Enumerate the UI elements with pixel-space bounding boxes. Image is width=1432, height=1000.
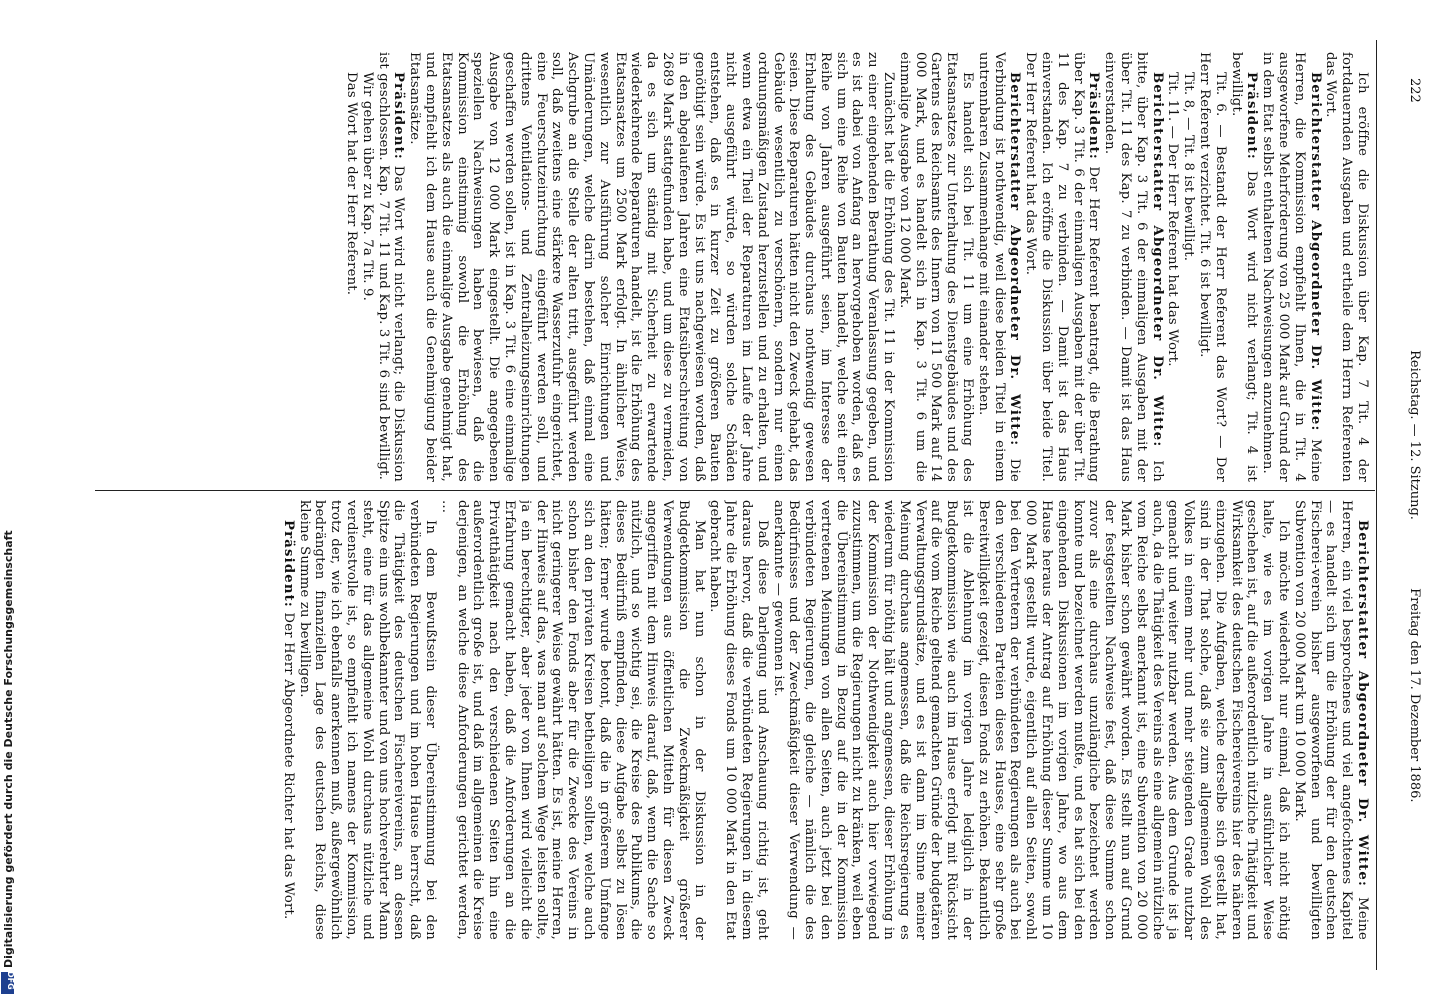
paragraph: Berichterstatter Abgeordneter Dr. Witte: Die Verbindung ist nothwendig, weil diese beiden Titel in einem untrennbaren Zusammenhange mit einander stehen.	[975, 52, 1023, 482]
paragraph: Berichterstatter Abgeordneter Dr. Witte: Ich bitte, über Kap. 3 Tit. 6 der einmaligen Ausgaben mit der über Tit. 11 des Kap. 7 zu verbinden. — Damit ist das Haus einverstanden.	[1102, 52, 1165, 482]
paragraph: Wir gehen über zu Kap. 7a Tit. 9.	[359, 72, 375, 301]
paragraph: Das Wort hat der Herr Referent.	[344, 72, 359, 296]
paragraph: Daß diese Darlegung und Anschauung richtig ist, geht daraus hervor, daß die verbündeten Regierungen in diesem Jahre die Erhöhung dieses Fonds um 10 000 Mark in den Etat gebracht haben.	[707, 500, 770, 940]
dfg-logo	[1, 972, 14, 994]
paragraph: Ich möchte wiederholt nur einmal, daß ich nicht nöthig halte, wie es im vorigen Jahre in ausführlicher Weise geschehen ist, auf die außerordentlich nützliche Thätigkeit und Wirksamkeit des deutschen Fischereivereins hier des näheren einzugehen. Die Aufgaben, welche derselbe sich gestellt hat, sind in der That solche, daß sie zum allgemeinen Wohl des Volkes in einem mehr und mehr steigenden Grade nutzbar gemacht und weiter nutzbar werden. Aus dem Grunde ist ja auch, da die Thätigkeit des Vereins als eine allgemein nützliche vom Reiche selbst anerkannt ist, eine Subvention von 20 000 Mark bisher schon gewährt worden. Es stellt nun auf Grund der festgestellten Nachweise fest, daß diese Summe schon zuvor als eine durchaus unzulängliche bezeichnet werden konnte und bezeichnet werden mußte, und es hat sich bei den eingehenden Diskussionen im vorigen Jahre, wo aus dem Hause heraus der Antrag auf Erhöhung dieser Summe um 10 000 Mark gestellt wurde, eigentlich auf allen Seiten, sowohl bei den Vertretern der verbündeten Regierungen als auch bei den verschiedenen Parteien dieses Hauses, eine sehr große Bereitwilligkeit gezeigt, diesen Fonds zu erhöhen. Bekanntlich ist die Ablehnung im vorigen Jahre lediglich in der Budgetkommission wie auch im Hause erfolgt mit Rücksicht auf die vom Reiche geltend gemachten Gründe der budgetären Verwaltungsgrundsätze, und es ist dann im Sinne meiner Meinung durchaus angemessen, daß die Reichsregierung es wiederum für nöthig hält und angemessen, dieser Erhöhung in der Kommission der Nothwendigkeit auch hier vorwiegend zuzustimmen, um die Regierungen nicht zu kränken, weil eben die Übereinstimmung in Bezug auf die in der Kommission vertretenen Meinungen von allen Seiten, auch jetzt bei den verbündeten Regierungen, die gleiche — nämlich die des Bedürfnisses und der Zweckmäßigkeit dieser Verwendung — anerkannte — gewonnen ist.	[770, 500, 1292, 940]
session-date: Freitag den 17. Dezember 1886.	[1407, 588, 1422, 803]
dfg-logo-text: DFG	[6, 971, 15, 990]
paragraph: Präsident: Der Herr Referent beantragt, die Berathung über Kap. 3 Tit. 6 der einmaligen Ausgaben mit der über Tit. 11 des Kap. 7 zu verbinden. — Damit ist das Haus einverstanden. Ich eröffne die Diskussion über beide Titel. Der Herr Referent hat das Wort.	[1023, 52, 1102, 482]
paragraph: Tit. 6. — Bestandt der Herr Referent das Wort? — Der Herr Referent verzichtet. Tit. 6 ist bewilligt.	[1197, 52, 1228, 482]
paragraph: Präsident: Der Herr Abgeordnete Richter hat das Wort.	[280, 520, 296, 920]
session-title: Reichstag. — 12. Sitzung.	[1407, 350, 1422, 520]
paragraph: Zunächst hat die Erhöhung des Tit. 11 in der Kommission zu einer eingehenden Berathung Veranlassung gegeben, und es ist dabei von Anfang an hervorgehoben worden, daß es sich um eine Reihe von Bauten handelt, welche seit einer Reihe von Jahren ausgeführt seien, im Interesse der Erhaltung des Gebäudes durchaus nothwendig gewesen seien. Diese Reparaturen hätten nicht den Zweck gehabt, das Gebäude wesentlich zu verschönern, sondern nur einen ordnungsmäßigen Zustand herzustellen und zu erhalten, und wenn etwa ein Theil der Reparaturen im Laufe der Jahre nicht ausgeführt würde, so würden solche Schäden entstehen, daß es in kurzer Zeit zu größeren Bauten genöthigt sein würde. Es ist uns nachgewiesen worden, daß in den abgelaufenen Jahren eine Etatsüberschreitung von 2689 Mark stattgefunden habe, und um diese zu vermeiden, da es sich um ständig mit Sicherheit zu erwartende wiederkehrende Reparaturen handelt, ist die Erhöhung des Etatsansatzes um 2500 Mark erfolgt. In ähnlicher Weise, wesentlich zur Ausführung solcher Einrichtungen und Umänderungen, welche darin bestehen, daß einmal eine Aschgrube an die Stelle der alten tritt, ausgeführt werden soll, daß zweitens eine stärkere Wasserzufuhr eingerichtet, eine Feuerschutzeinrichtung eingeführt werden soll, und drittens Ventilations- und Zentralheizungseinrichtungen geschaffen werden sollen, ist in Kap. 3 Tit. 6 eine einmalige Ausgabe von 12 000 Mark eingestellt. Die angegebenen speziellen Nachweisungen haben bewiesen, daß die Kommission einstimmig sowohl die Erhöhung des Etatsansatzes als auch die einmalige Ausgabe genehmigt hat, und empfiehlt ich dem Hause auch die Genehmigung beider Etatsansätze.	[407, 52, 897, 482]
paragraph: Es handelt sich bei Tit. 11 um eine Erhöhung des Etatsansatzes zur Unterhaltung des Dienstgebäudes und des Gartens des Reichsamts des Innern von 11 500 Mark auf 14 000 Mark, und es handelt sich in Kap. 3 Tit. 6 um die einmalige Ausgabe von 12 000 Mark.	[896, 52, 976, 482]
paragraph: Berichterstatter Abgeordneter Dr. Witte: Meine Herren, ein viel besprochenes und viel angefochtenes Kapitel — es handelt sich um die Erhöhung der für den deutschen Fischerei-verein bisher ausgeworfenen und bewilligten Subvention von 20 000 Mark um 10 000 Mark.	[1291, 500, 1370, 940]
paragraph: Präsident: Das Wort wird nicht verlangt; Tit. 4 ist bewilligt.	[1228, 52, 1260, 482]
right-column	[100, 500, 1370, 940]
paragraph: Tit. 8, — Tit. 8 ist bewilligt.	[1181, 72, 1197, 262]
paragraph: Man hat nun schon in der Diskussion in der Budgetkommission die Zweckmäßigkeit größerer Verwendungen aus öffentlichen Mitteln für diesen Zweck angegriffen mit dem Hinweis darauf, daß, wenn die Sache so nützlich, und so wichtig sei, die Kreise des Publikums, die dieses Bedürfniß empfinden, diese Aufgabe selbst zu lösen hätten; ferner wurde betont, daß die in größerem Umfange sich an den privaten Kreisen betheiligen sollten, welche auch schon bisher den Fonds aber für die Zwecke des Vereins in nicht geringerer Weise gewährt hätten. Es ist, meine Herren, der Hinweis auf das, was man auf solchem Wege leisten sollte, ja ein berechtigter, aber jeder von Ihnen wird vielleicht die Erfahrung gemacht haben, daß die Anforderungen an die Privatthätigkeit nach den verschiedenen Seiten hin eine außerordentlich große ist, und daß im allgemeinen die Kreise derjenigen, an welche diese Anforderungen gerichtet werden, ...	[438, 500, 707, 940]
paragraph: Berichterstatter Abgeordneter Dr. Witte: Meine Herren, die Kommission empfiehlt Ihnen, die in Tit. 4 ausgeworfene Mehrforderung von 25 000 Mark auf Grund der in dem Etat selbst enthaltenen Nachweisungen anzunehmen.	[1260, 52, 1323, 482]
paragraph: Tit. 11. — Der Herr Referent hat das Wort.	[1165, 72, 1181, 367]
digitization-note-text: Digitalisierung gefördert durch die Deutsche Forschungsgemeinschaft	[2, 530, 15, 968]
paragraph: Präsident: Das Wort wird nicht verlangt; die Diskussion ist geschlossen. Kap. 7 Tit. 11 und Kap. 3 Tit. 6 sind bewilligt.	[375, 52, 407, 482]
paragraph: Ich eröffne die Diskussion über Kap. 7 Tit. 4 der fortdauernden Ausgaben und ertheile dem Herrn Referenten das Wort.	[1323, 52, 1370, 482]
column-divider	[95, 490, 1375, 491]
paragraph: In dem Bewußtsein dieser Übereinstimmung bei den verbündeten Regierungen und im hohen Hause herrscht, daß die Thätigkeit des deutschen Fischereivereins, an dessen Spitze ein uns wohlbekannter und von uns hochverehrter Mann steht, eine für das allgemeine Wohl durchaus nützliche und verdienstvolle ist, so empfiehlt ich namens der Kommission, trotz der, wie ich ebenfalls anerkennen muß, außergewöhnlich bedrängten finanziellen Lage des deutschen Reichs, diese kleine Summe zu bewilligen.	[296, 500, 438, 940]
header-rule	[1376, 40, 1377, 970]
page-header	[1407, 78, 1422, 1000]
left-column	[100, 52, 1370, 482]
page-number: 222	[1407, 78, 1422, 103]
digitization-note	[2, 530, 15, 968]
